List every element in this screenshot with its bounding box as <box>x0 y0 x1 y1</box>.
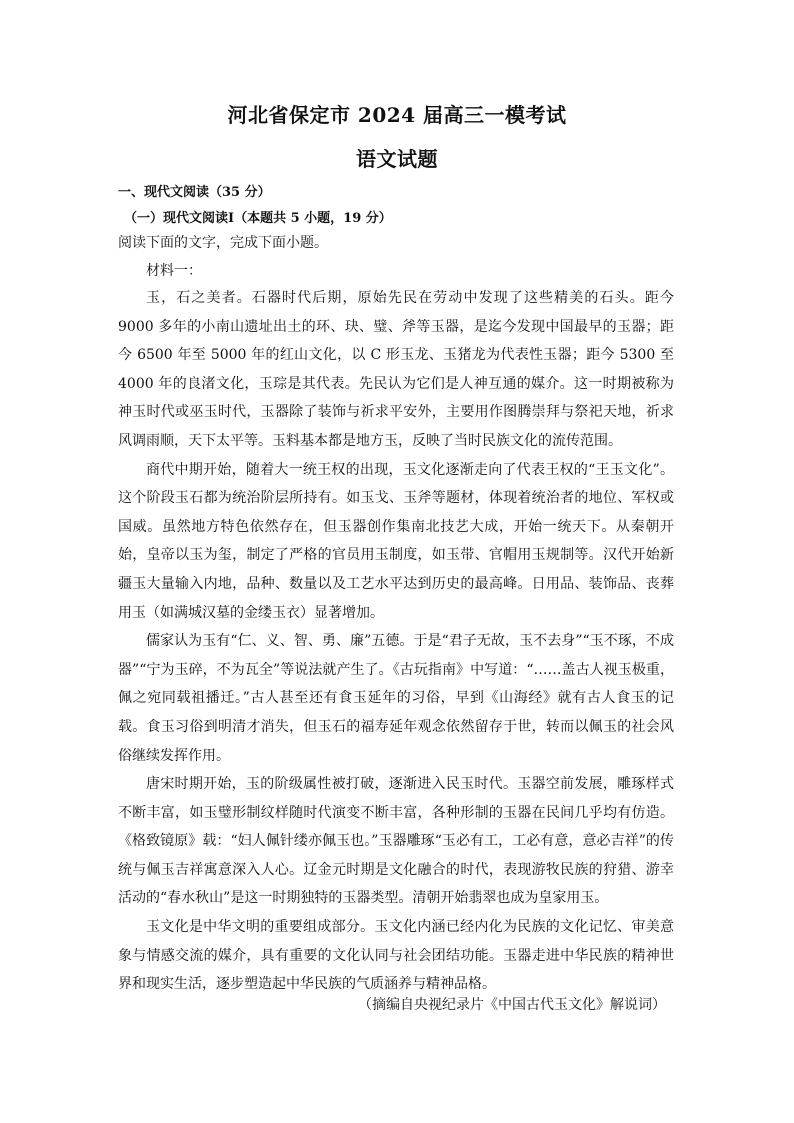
material-label: 材料一： <box>146 263 202 279</box>
subsection-heading: （一）现代文阅读Ⅰ（本题共 5 小题，19 分） <box>124 211 392 226</box>
exam-subtitle: 语文试题 <box>356 147 438 171</box>
paragraph-1: 玉，石之美者。石器时代后期，原始先民在劳动中发现了这些精美的石头。距今 9000 多年的小南山遗址出土的环、玦、璧、斧等玉器，是迄今发现中国最早的玉器；距今 6500 年至 5000 年的红山文化，以 C 形玉龙、玉猪龙为代表性玉器；距今 5300 至 4000 年的良渚文化，玉琮是其代表。先民认为它们是人神互通的媒介。这一时期被称为神玉时代或巫玉时代，玉器除了装饰与祈求平安外，主要用作图腾崇拜与祭祀天地，祈求风调雨顺，天下太平等。玉料基本都是地方玉，反映了当时民族文化的流传范围。 <box>118 290 674 449</box>
paragraph-4: 唐宋时期开始，玉的阶级属性被打破，逐渐进入民玉时代。玉器空前发展，雕琢样式不断丰富，如玉璧形制纹样随时代演变不断丰富，各种形制的玉器在民间几乎均有仿造。《格致镜原》载：“妇人佩针缕亦佩玉也。”玉器雕琢“玉必有工，工必有意，意必吉祥”的传统与佩玉吉祥寓意深入人心。辽金元时期是文化融合的时代，表现游牧民族的狩猎、游幸活动的“春水秋山”是这一时期独特的玉器类型。清朝开始翡翠也成为皇家用玉。 <box>118 776 674 907</box>
exam-title: 河北省保定市 2024 届高三一模考试 <box>227 103 567 127</box>
paragraph-3: 儒家认为玉有“仁、义、智、勇、廉”五德。于是“君子无故，玉不去身”“玉不琢，不成器”“宁为玉碎，不为瓦全”等说法就产生了。《古玩指南》中写道：“……盖古人视玉极重，佩之宛同载祖播迁。”古人甚至还有食玉延年的习俗，早到《山海经》就有古人食玉的记载。食玉习俗到明清才消失，但玉石的福寿延年观念依然留存于世，转而以佩玉的社会风俗继续发挥作用。 <box>118 633 674 764</box>
paragraph-2: 商代中期开始，随着大一统王权的出现，玉文化逐渐走向了代表王权的“王玉文化”。这个阶段玉石都为统治阶层所持有。如玉戈、玉斧等题材，体现着统治者的地位、军权或国威。虽然地方特色依然存在，但玉器创作集南北技艺大成，开始一统天下。从秦朝开始，皇帝以玉为玺，制定了严格的官员用玉制度，如玉带、官帽用玉规制等。汉代开始新疆玉大量输入内地，品种、数量以及工艺水平达到历史的最高峰。日用品、装饰品、丧葬用玉（如满城汉墓的金缕玉衣）显著增加。 <box>118 461 674 621</box>
article-body <box>118 284 674 999</box>
section-heading: 一、现代文阅读（35 分） <box>118 185 271 200</box>
paragraph-5: 玉文化是中华文明的重要组成部分。玉文化内涵已经内化为民族的文化记忆、审美意象与情感交流的媒介，具有重要的文化认同与社会团结功能。玉器走进中华民族的精神世界和现实生活，逐步塑造起中华民族的气质涵养与精神品格。 <box>118 919 674 993</box>
instruction-text: 阅读下面的文字，完成下面小题。 <box>118 235 328 251</box>
source-citation: （摘编自央视纪录片《中国古代玉文化》解说词） <box>358 997 666 1013</box>
